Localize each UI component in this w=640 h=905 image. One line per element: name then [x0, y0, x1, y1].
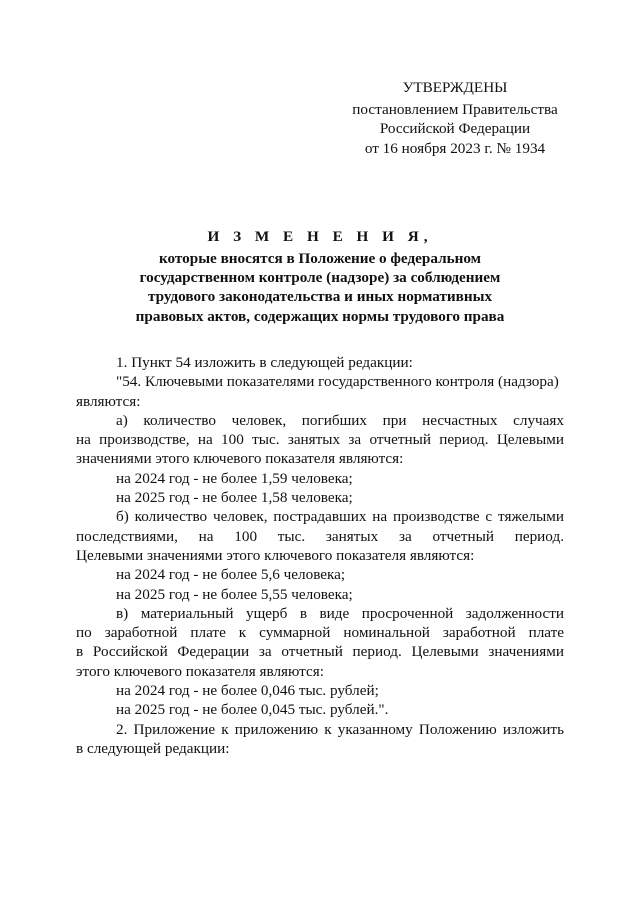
- item-c-line: в) материальный ущерб в виде просроченной задолженности: [116, 604, 564, 622]
- approval-block: [350, 78, 560, 158]
- item-a-line: а) количество человек, погибших при несчастных случаях: [116, 411, 564, 429]
- item-b-line: б) количество человек, пострадавших на производстве с тяжелыми: [116, 508, 564, 526]
- target-2024-line: на 2024 год - не более 0,046 тыс. рублей;: [116, 682, 379, 700]
- target-2025-line: на 2025 год - не более 0,045 тыс. рублей.".: [116, 701, 389, 719]
- document-title: И З М Е Н Е Н И Я,: [207, 228, 433, 245]
- target-2025-line: на 2025 год - не более 5,55 человека;: [116, 585, 353, 603]
- approval-line: постановлением Правительства: [352, 100, 558, 118]
- subtitle-line: которые вносятся в Положение о федеральном: [158, 250, 482, 267]
- paragraph-1-line: 1. Пункт 54 изложить в следующей редакции:: [116, 354, 413, 371]
- approval-heading: УТВЕРЖДЕНЫ: [402, 79, 508, 96]
- paragraph-2-line: 2. Приложение к приложению к указанному Положению изложить: [116, 720, 564, 738]
- item-c-line: в Российской Федерации за отчетный период. Целевыми значениями: [76, 643, 564, 661]
- paragraph-2-line: в следующей редакции:: [76, 739, 230, 757]
- item-b-line: последствиями, на 100 тыс. занятых за отчетный период.: [76, 527, 564, 545]
- item-c-line: этого ключевого показателя являются:: [76, 662, 324, 680]
- clause-54-line: являются:: [76, 392, 141, 410]
- document-body: [76, 353, 564, 758]
- subtitle-line: трудового законодательства и иных нормативных: [147, 288, 493, 306]
- approval-date-line: от 16 ноября 2023 г. № 1934: [364, 139, 546, 157]
- item-a-line: на производстве, на 100 тыс. занятых за отчетный период. Целевыми: [76, 431, 564, 449]
- subtitle-line: правовых актов, содержащих нормы трудового права: [135, 307, 505, 325]
- subtitle-line: государственном контроле (надзоре) за соблюдением: [139, 269, 501, 287]
- target-2024-line: на 2024 год - не более 1,59 человека;: [116, 469, 353, 487]
- approval-line: Российской Федерации: [379, 120, 531, 137]
- document-heading: [90, 227, 550, 326]
- target-2025-line: на 2025 год - не более 1,58 человека;: [116, 489, 353, 507]
- document-subtitle: [90, 249, 550, 326]
- item-c-line: по заработной плате к суммарной номинальной заработной плате: [76, 624, 564, 642]
- item-a-line: значениями этого ключевого показателя являются:: [76, 450, 404, 468]
- item-b-line: Целевыми значениями этого ключевого показателя являются:: [76, 546, 475, 564]
- target-2024-line: на 2024 год - не более 5,6 человека;: [116, 566, 346, 584]
- clause-54-line: "54. Ключевыми показателями государственного контроля (надзора): [116, 373, 559, 391]
